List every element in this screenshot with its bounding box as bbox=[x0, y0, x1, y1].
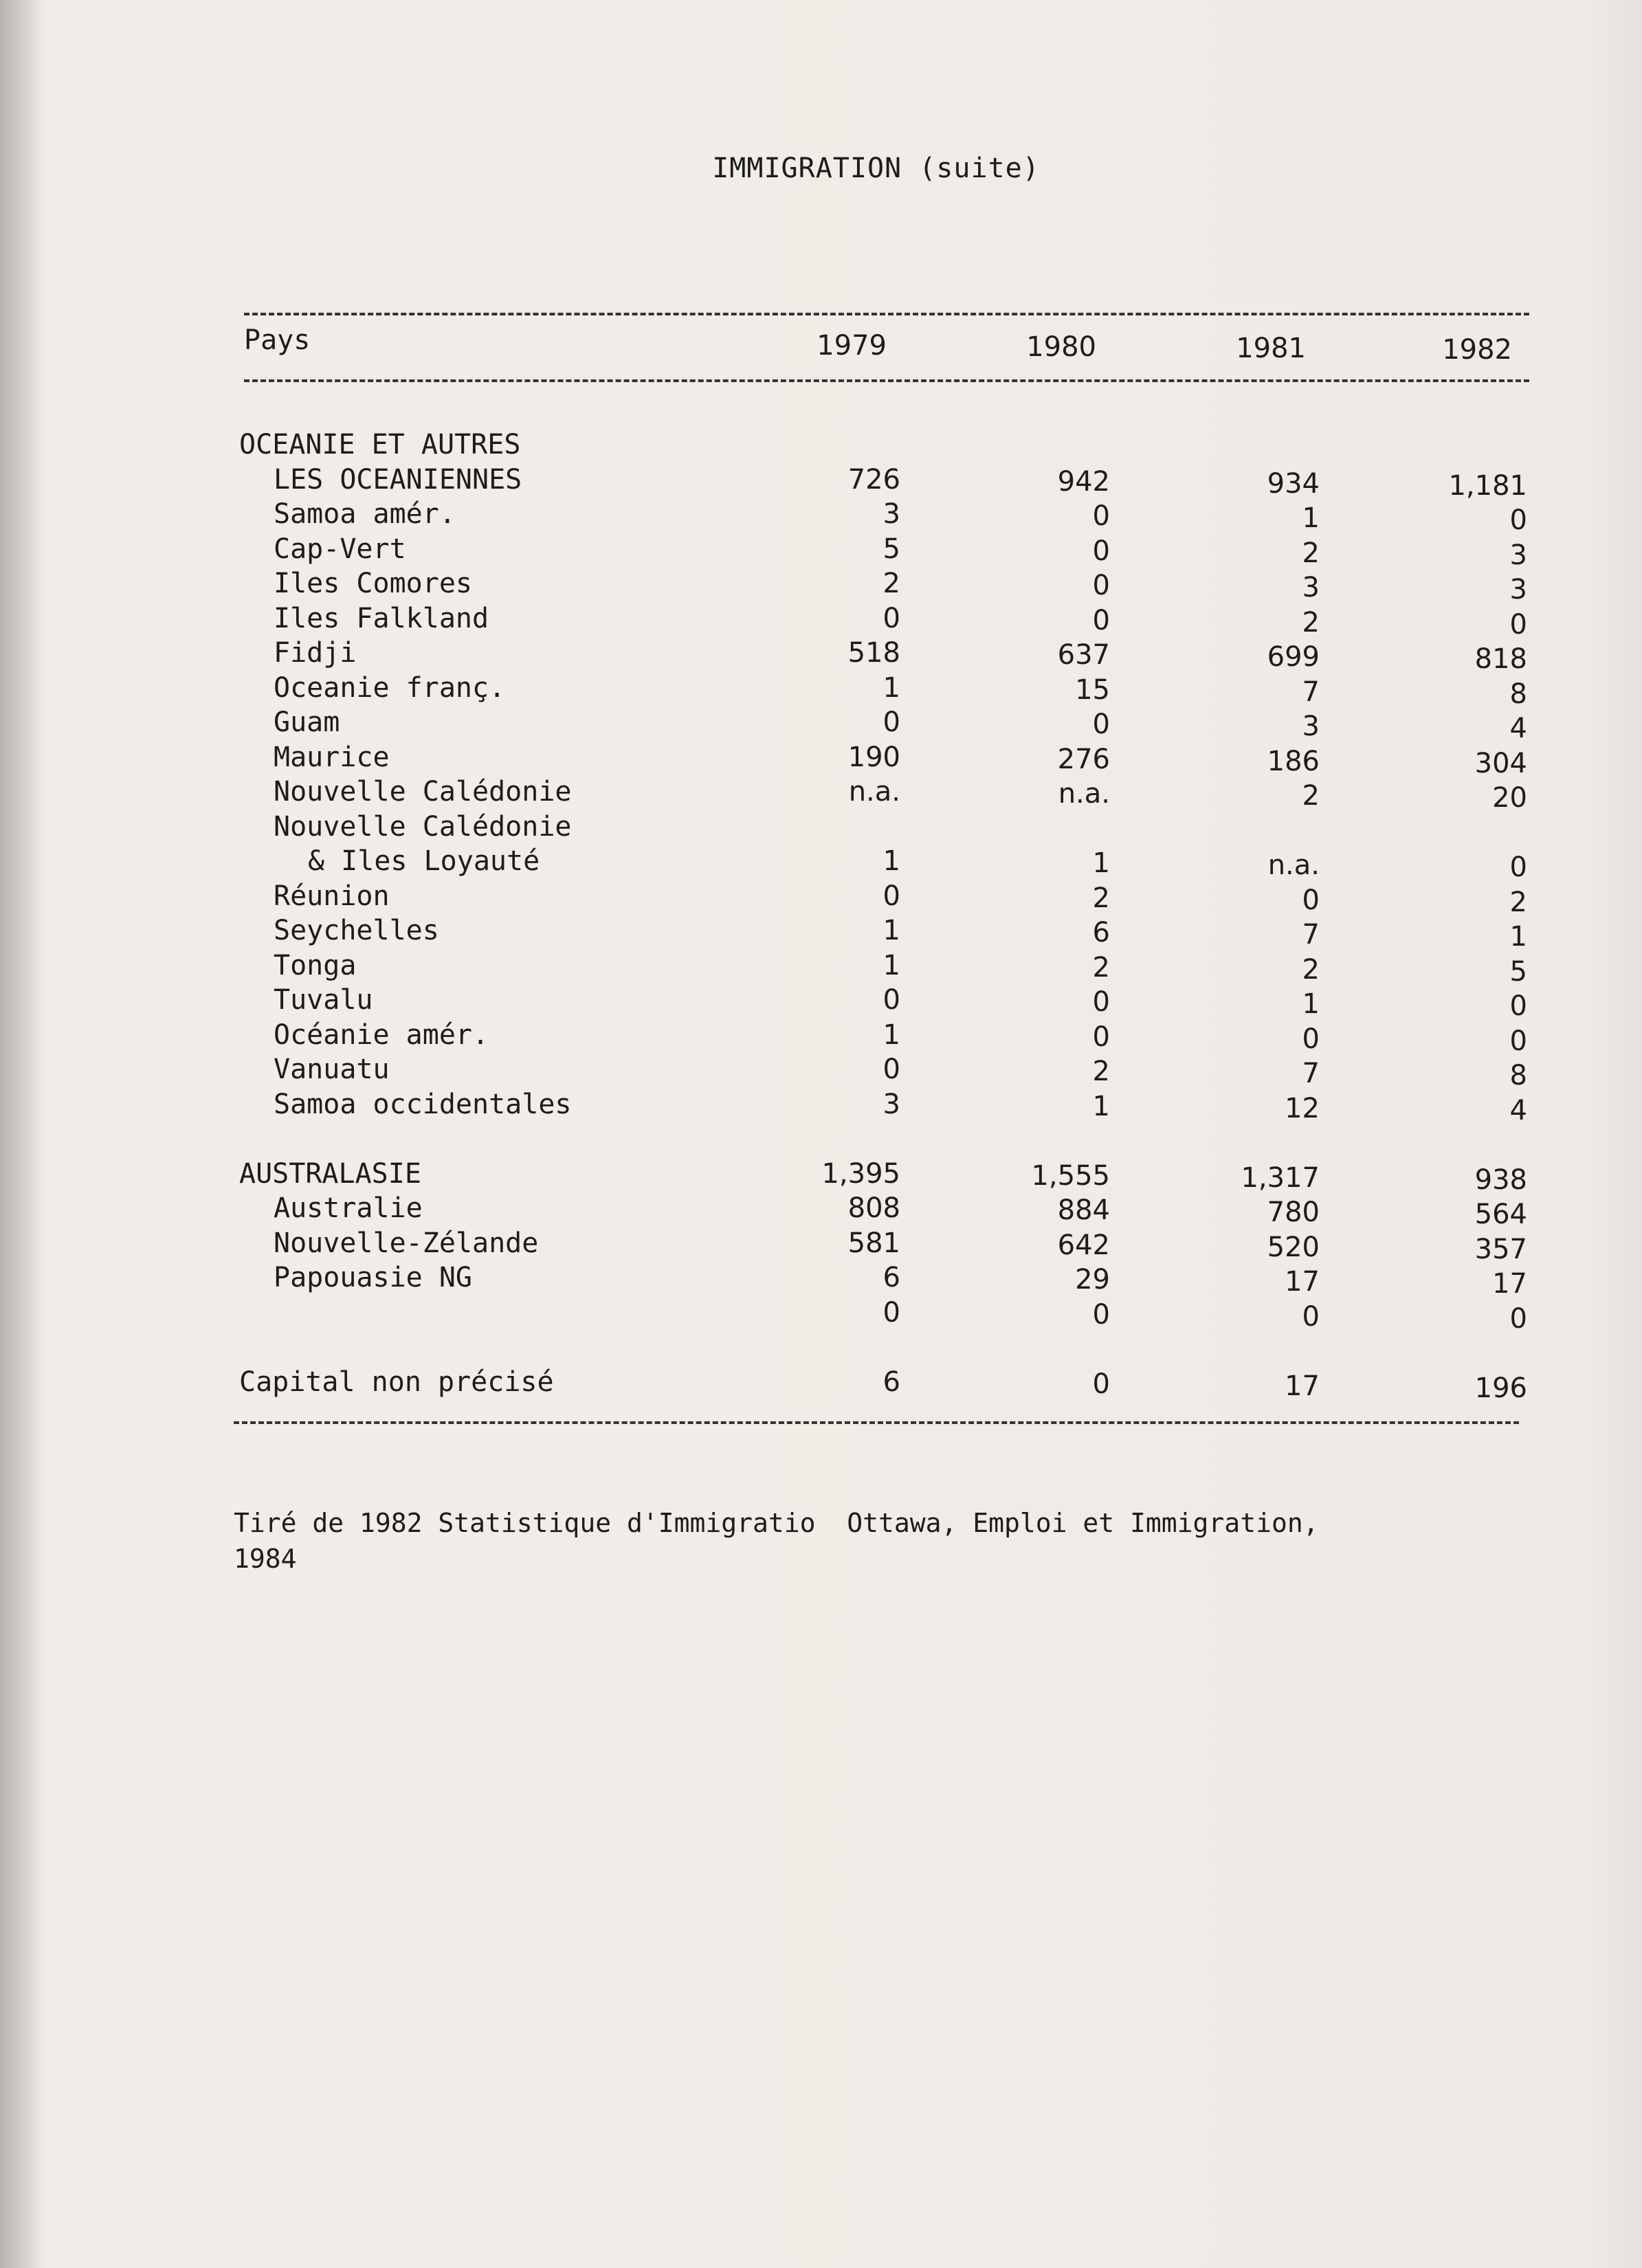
cell-value: 780 bbox=[1267, 1197, 1320, 1228]
row-label: Samoa occidentales bbox=[274, 1088, 572, 1120]
cell-value: 6 bbox=[1092, 917, 1110, 948]
cell-value: 3 bbox=[1302, 711, 1320, 742]
cell-value: 5 bbox=[883, 533, 900, 565]
cell-value: 2 bbox=[1092, 882, 1110, 914]
cell-value: 818 bbox=[1474, 643, 1527, 675]
cell-value: 934 bbox=[1267, 467, 1320, 500]
cell-value: 1,395 bbox=[821, 1157, 900, 1190]
cell-value: 17 bbox=[1285, 1370, 1320, 1402]
cell-value: 0 bbox=[1509, 1302, 1527, 1335]
row-label: Tuvalu bbox=[274, 984, 373, 1016]
cell-value: 0 bbox=[883, 880, 900, 912]
cell-value: 276 bbox=[1057, 743, 1110, 775]
table-bottom-rule bbox=[234, 1421, 1519, 1424]
row-label: OCEANIE ET AUTRES bbox=[239, 429, 521, 460]
cell-value: 0 bbox=[883, 1296, 900, 1328]
cell-value: 2 bbox=[1092, 1056, 1110, 1087]
cell-value: 0 bbox=[1302, 884, 1320, 916]
source-note: Tiré de 1982 Statistique d'Immigratio Ottawa, Emploi et Immigration, 1984 bbox=[234, 1508, 1319, 1574]
row-label: Réunion bbox=[274, 880, 390, 912]
cell-value: 4 bbox=[1509, 1094, 1527, 1126]
cell-value: 0 bbox=[1092, 986, 1110, 1018]
cell-value: 4 bbox=[1509, 713, 1527, 744]
cell-value: 7 bbox=[1302, 676, 1320, 708]
cell-value: 1 bbox=[1092, 847, 1110, 879]
cell-value: 2 bbox=[1302, 537, 1320, 569]
cell-value: 1 bbox=[1509, 921, 1527, 953]
cell-value: 637 bbox=[1057, 639, 1110, 671]
cell-value: 1 bbox=[883, 845, 900, 877]
cell-value: 0 bbox=[883, 984, 900, 1016]
cell-value: 0 bbox=[1509, 608, 1527, 641]
cell-value: 17 bbox=[1492, 1268, 1527, 1300]
cell-value: 6 bbox=[883, 1366, 900, 1398]
cell-value: 699 bbox=[1267, 641, 1320, 673]
row-label: Iles Comores bbox=[274, 568, 472, 599]
cell-value: 0 bbox=[1509, 1025, 1527, 1057]
cell-value: 7 bbox=[1302, 919, 1320, 950]
cell-value: 3 bbox=[883, 498, 900, 530]
cell-value: 5 bbox=[1509, 955, 1527, 988]
cell-value: 0 bbox=[883, 1054, 900, 1085]
cell-value: 1 bbox=[883, 949, 900, 981]
cell-value: 0 bbox=[1302, 1023, 1320, 1055]
cell-value: 1 bbox=[883, 915, 900, 946]
row-label: Papouasie NG bbox=[274, 1262, 472, 1293]
cell-value: 3 bbox=[883, 1088, 900, 1120]
cell-value: 0 bbox=[1092, 535, 1110, 567]
page-binding-edge bbox=[0, 0, 40, 2268]
cell-value: n.a. bbox=[1058, 778, 1110, 810]
cell-value: 1,317 bbox=[1241, 1161, 1320, 1194]
cell-value: 7 bbox=[1302, 1058, 1320, 1089]
row-label: Nouvelle Calédonie bbox=[274, 810, 572, 843]
cell-value: 0 bbox=[883, 707, 900, 738]
cell-value: 12 bbox=[1285, 1092, 1320, 1124]
cell-value: 0 bbox=[1092, 500, 1110, 532]
column-header-year: 1980 bbox=[1026, 331, 1096, 363]
cell-value: 3 bbox=[1509, 574, 1527, 605]
cell-value: 186 bbox=[1267, 745, 1320, 777]
cell-value: 1,181 bbox=[1448, 469, 1527, 502]
row-label: & Iles Loyauté bbox=[308, 845, 540, 877]
cell-value: 304 bbox=[1474, 747, 1527, 779]
cell-value: 29 bbox=[1075, 1264, 1110, 1296]
row-label: Maurice bbox=[274, 741, 390, 773]
cell-value: 0 bbox=[1092, 1298, 1110, 1331]
row-label: Tonga bbox=[274, 949, 357, 981]
column-header-year: 1981 bbox=[1236, 333, 1306, 364]
row-label: Australie bbox=[274, 1192, 423, 1224]
row-label: LES OCEANIENNES bbox=[274, 463, 522, 496]
row-label: Vanuatu bbox=[274, 1054, 390, 1085]
cell-value: 1 bbox=[883, 671, 900, 704]
column-header-year: 1979 bbox=[817, 330, 887, 362]
cell-value: 2 bbox=[1509, 886, 1527, 918]
cell-value: 0 bbox=[1092, 1368, 1110, 1400]
row-label: Fidji bbox=[274, 637, 357, 669]
cell-value: 2 bbox=[883, 568, 900, 599]
cell-value: 884 bbox=[1057, 1194, 1110, 1226]
row-label: Guam bbox=[274, 707, 340, 738]
row-label: Iles Falkland bbox=[274, 602, 489, 634]
cell-value: 15 bbox=[1075, 674, 1110, 706]
cell-value: 2 bbox=[1302, 953, 1320, 986]
row-label: AUSTRALASIE bbox=[239, 1157, 421, 1190]
cell-value: 942 bbox=[1057, 465, 1110, 498]
cell-value: 581 bbox=[847, 1227, 900, 1259]
cell-value: 520 bbox=[1267, 1231, 1320, 1263]
cell-value: 20 bbox=[1492, 782, 1527, 814]
cell-value: 17 bbox=[1285, 1266, 1320, 1298]
cell-value: 0 bbox=[1092, 1021, 1110, 1053]
cell-value: 2 bbox=[1092, 951, 1110, 983]
row-label: Nouvelle Calédonie bbox=[274, 776, 572, 808]
cell-value: 357 bbox=[1474, 1233, 1527, 1265]
row-label: Samoa amér. bbox=[274, 498, 456, 530]
cell-value: 2 bbox=[1302, 606, 1320, 638]
cell-value: 0 bbox=[1092, 709, 1110, 740]
row-label: Capital non précisé bbox=[239, 1366, 554, 1398]
row-label: Seychelles bbox=[274, 915, 439, 946]
cell-value: 1 bbox=[883, 1019, 900, 1051]
row-label: Cap-Vert bbox=[274, 533, 406, 565]
cell-value: 808 bbox=[847, 1192, 900, 1224]
page-title: IMMIGRATION (suite) bbox=[712, 153, 1040, 184]
cell-value: 190 bbox=[847, 741, 900, 773]
cell-value: 726 bbox=[847, 463, 900, 496]
column-header-year: 1982 bbox=[1442, 334, 1512, 366]
cell-value: 1,555 bbox=[1031, 1159, 1110, 1192]
cell-value: 0 bbox=[1302, 1300, 1320, 1333]
cell-value: 0 bbox=[1509, 504, 1527, 536]
cell-value: 2 bbox=[1302, 780, 1320, 812]
cell-value: 1 bbox=[1302, 502, 1320, 534]
cell-value: 1 bbox=[1092, 1090, 1110, 1122]
cell-value: 642 bbox=[1057, 1229, 1110, 1261]
cell-value: 0 bbox=[1509, 852, 1527, 883]
row-label: Nouvelle-Zélande bbox=[274, 1227, 539, 1259]
cell-value: 3 bbox=[1302, 572, 1320, 603]
cell-value: n.a. bbox=[848, 776, 900, 808]
cell-value: 0 bbox=[1509, 990, 1527, 1022]
cell-value: 0 bbox=[1092, 570, 1110, 601]
table-header-rule bbox=[244, 379, 1529, 382]
row-label: Oceanie franç. bbox=[274, 671, 506, 704]
cell-value: 8 bbox=[1509, 678, 1527, 710]
cell-value: 564 bbox=[1474, 1199, 1527, 1230]
cell-value: 0 bbox=[883, 602, 900, 634]
cell-value: 1 bbox=[1302, 988, 1320, 1020]
column-header-country: Pays bbox=[244, 324, 311, 356]
cell-value: 8 bbox=[1509, 1060, 1527, 1091]
cell-value: 938 bbox=[1474, 1164, 1527, 1196]
cell-value: 518 bbox=[847, 637, 900, 669]
cell-value: 0 bbox=[1092, 604, 1110, 636]
row-label: Océanie amér. bbox=[274, 1019, 489, 1051]
cell-value: 196 bbox=[1474, 1372, 1527, 1404]
cell-value: 3 bbox=[1509, 539, 1527, 571]
cell-value: 6 bbox=[883, 1262, 900, 1293]
table-top-rule bbox=[244, 313, 1529, 315]
cell-value: n.a. bbox=[1267, 849, 1320, 881]
